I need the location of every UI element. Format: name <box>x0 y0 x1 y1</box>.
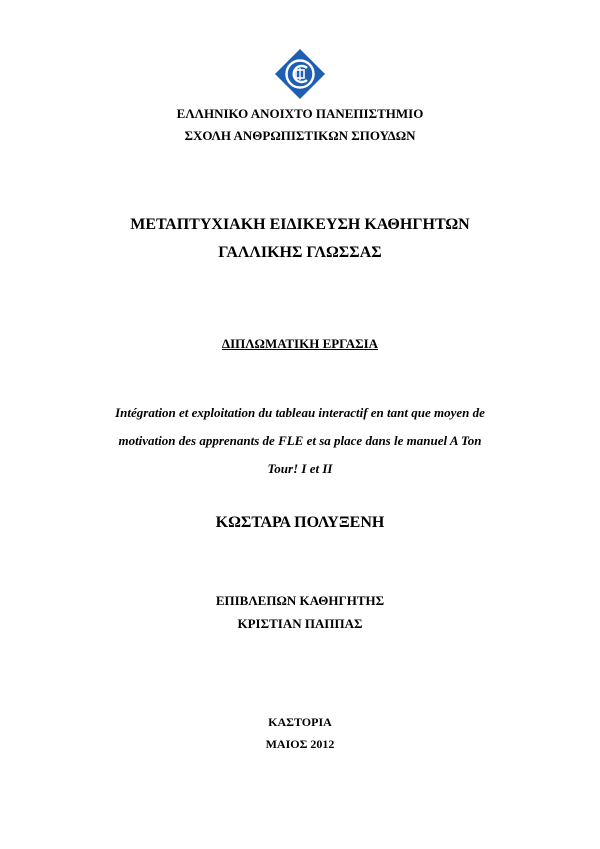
program-title-line-1: ΜΕΤΑΠΤΥΧΙΑΚΗ ΕΙΔΙΚΕΥΣΗ ΚΑΘΗΓΗΤΩΝ <box>130 216 470 233</box>
program-title-line-2: ΓΑΛΛΙΚΗΣ ΓΛΩΣΣΑΣ <box>218 244 382 261</box>
university-logo-icon <box>274 48 326 100</box>
thesis-title <box>90 399 510 483</box>
supervisor-name: ΚΡΙΣΤΙΑΝ ΠΑΠΠΑΣ <box>237 616 363 631</box>
university-name: ΕΛΛΗΝΙΚΟ ΑΝΟΙΧΤΟ ΠΑΝΕΠΙΣΤΗΜΙΟ <box>176 106 424 121</box>
school-name: ΣΧΟΛΗ ΑΝΘΡΩΠΙΣΤΙΚΩΝ ΣΠΟΥΔΩΝ <box>184 128 416 143</box>
supervisor-label: ΕΠΙΒΛΕΠΩΝ ΚΑΘΗΓΗΤΗΣ <box>215 593 385 608</box>
document-type: ΔΙΠΛΩΜΑΤΙΚΗ ΕΡΓΑΣΙΑ <box>221 336 379 351</box>
thesis-title-line-3: Tour! I et II <box>267 461 333 476</box>
thesis-title-line-2: motivation des apprenants de FLE et sa place dans le manuel A Ton <box>118 433 482 448</box>
thesis-title-line-1: Intégration et exploitation du tableau interactif en tant que moyen de <box>115 405 485 420</box>
author-name: ΚΩΣΤΑΡΑ ΠΟΛΥΞΕΝΗ <box>215 514 385 531</box>
date: ΜΑΙΟΣ 2012 <box>265 737 335 751</box>
city: ΚΑΣΤΟΡΙΑ <box>268 715 332 729</box>
